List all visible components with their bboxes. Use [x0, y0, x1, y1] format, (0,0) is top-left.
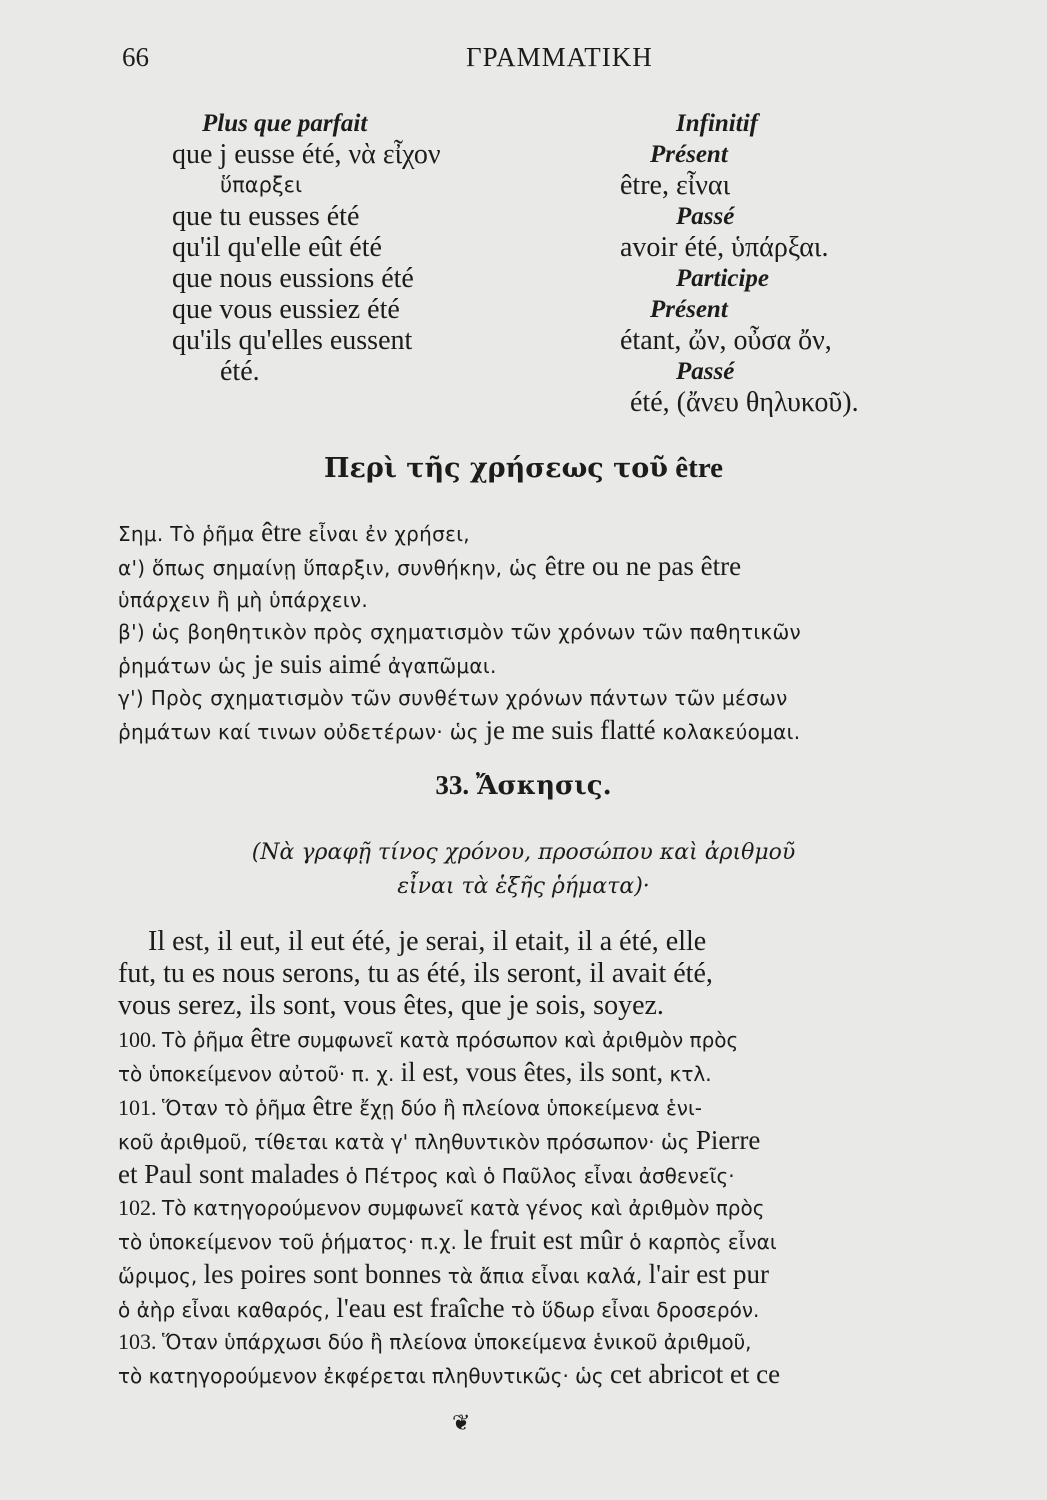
rule-number: 100. — [118, 1027, 162, 1052]
conjugation-line: Présent — [650, 141, 728, 168]
greek-text: ὁ καρπὸς εἶναι — [622, 1230, 777, 1254]
exercise-heading — [0, 770, 1047, 801]
text-line — [118, 1224, 1038, 1258]
french-phrase: il est, vous êtes, ils sont, — [400, 1057, 664, 1087]
conjugation-line: été. — [220, 356, 260, 387]
exercise-line: Il est, il eut, il eut été, je serai, il etait, il a été, elle — [148, 926, 707, 957]
greek-text: Ὅταν τὸ ῥῆμα — [162, 1096, 313, 1120]
greek-text: κολακεύομαι. — [655, 720, 801, 744]
greek-text: ῥημάτων καί τινων οὐδετέρων· ὡς — [118, 720, 486, 744]
text-line — [118, 714, 1038, 748]
conjugation-line: qu'ils qu'elles eussent — [172, 325, 413, 356]
text-line — [118, 682, 1038, 714]
french-phrase: cet abricot et ce — [610, 1359, 781, 1389]
greek-text: ὁ Πέτρος καὶ ὁ Παῦλος εἶναι ἀσθενεῖς· — [339, 1164, 735, 1188]
text-line — [118, 1056, 1038, 1090]
french-phrase: et Paul sont malades — [118, 1159, 340, 1189]
french-phrase: je me suis flatté — [485, 715, 656, 745]
text-line — [118, 1090, 1038, 1124]
section-heading-french: être — [675, 452, 724, 484]
greek-text: τὸ κατηγορούμενον ἐκφέρεται πληθυντικῶς· ὡς — [118, 1364, 611, 1388]
greek-text: τὰ ἄπια εἶναι καλά, — [441, 1264, 649, 1288]
greek-text: γ') Πρὸς σχηματισμὸν τῶν συνθέτων χρόνων πάντων τῶν μέσων — [118, 686, 788, 710]
greek-text: κτλ. — [663, 1062, 712, 1086]
conjugation-line: que nous eussions été — [172, 263, 414, 294]
text-line — [118, 1358, 1038, 1392]
text-line — [118, 1022, 1038, 1056]
rule-number: 101. — [118, 1095, 162, 1120]
french-phrase: je suis aimé — [253, 649, 382, 679]
conjugation-line: Participe — [676, 265, 770, 292]
greek-text: Σημ. Τὸ ῥῆμα — [118, 522, 262, 546]
section-heading — [0, 452, 1047, 485]
greek-text: ῥημάτων ὡς — [118, 654, 254, 678]
conjugation-line: que tu eusses été — [172, 201, 360, 232]
page-number: 66 — [122, 42, 149, 72]
exercise-instruction — [0, 836, 1047, 904]
conjugation-line: être, εἶναι — [620, 170, 731, 201]
conjugation-line: Présent — [650, 296, 728, 323]
french-phrase: les poires sont bonnes — [203, 1259, 442, 1289]
exercise-title: Ἄσκησις. — [475, 771, 612, 801]
greek-text: ὥριμος, — [118, 1264, 204, 1288]
greek-text: Τὸ ῥῆμα — [162, 1028, 251, 1052]
text-line — [118, 516, 1038, 550]
french-phrase: le fruit est mûr — [463, 1225, 623, 1255]
greek-text: Ὅταν ὑπάρχωσι δύο ἢ πλείονα ὑποκείμενα ἑνικοῦ ἀριθμοῦ, — [162, 1330, 752, 1354]
greek-text: τὸ ὑποκείμενον αὐτοῦ· π. χ. — [118, 1062, 401, 1086]
conjugation-line: avoir été, ὑπάρξαι. — [620, 232, 829, 263]
rule-number: 103. — [118, 1329, 162, 1354]
conjugation-line: que j eusse été, νὰ εἶχον — [172, 139, 441, 170]
usage-notes — [118, 516, 1038, 748]
french-phrase: être — [250, 1023, 291, 1053]
instruction-line: (Νὰ γραφῇ τίνος χρόνου, προσώπου καὶ ἀριθμοῦ — [251, 840, 796, 865]
greek-text: ὑπάρχειν ἢ μὴ ὑπάρχειν. — [118, 588, 368, 612]
greek-text: β') ὡς βοηθητικὸν πρὸς σχηματισμὸν τῶν χρόνων τῶν παθητικῶν — [118, 620, 801, 644]
conjugation-line: Plus que parfait — [202, 110, 368, 137]
greek-text: ἀγαπῶμαι. — [381, 654, 497, 678]
instruction-line: εἶναι τὰ ἑξῆς ῥήματα)· — [397, 874, 650, 899]
greek-text: α') ὅπως σημαίνῃ ὕπαρξιν, συνθήκην, ὡς — [118, 556, 545, 580]
conjugation-right-column — [620, 108, 950, 418]
french-phrase: être — [312, 1091, 353, 1121]
rule-number: 102. — [118, 1195, 162, 1220]
page-header — [0, 42, 1047, 82]
conjugation-line: qu'il qu'elle eût été — [172, 232, 382, 263]
french-phrase: Pierre — [695, 1125, 761, 1155]
text-line — [118, 1292, 1038, 1326]
text-line — [118, 616, 1038, 648]
exercise-number: 33. — [435, 770, 470, 800]
text-line — [118, 584, 1038, 616]
conjugation-line: Passé — [676, 358, 735, 385]
text-line — [118, 1258, 1038, 1292]
greek-text: εἶναι ἐν χρήσει, — [301, 522, 470, 546]
french-phrase: l'eau est fraîche — [336, 1293, 505, 1323]
french-phrase: être — [261, 517, 302, 547]
exercise-body — [118, 926, 1038, 1022]
conjugation-line: que vous eussiez été — [172, 294, 400, 325]
conjugation-line: Infinitif — [676, 110, 758, 137]
exercise-line: fut, tu es nous serons, tu as été, ils seront, il avait été, — [118, 958, 713, 989]
conjugation-line: Passé — [676, 203, 735, 230]
text-line — [118, 1192, 1038, 1224]
ornament-icon: ❦ — [452, 1410, 471, 1435]
running-title: ΓΡΑΜΜΑΤΙΚΗ — [466, 42, 653, 72]
text-line — [118, 550, 1038, 584]
greek-text: κοῦ ἀριθμοῦ, τίθεται κατὰ γ' πληθυντικὸν πρόσωπον· ὡς — [118, 1130, 696, 1154]
conjugation-line: ὕπαρξει — [220, 173, 303, 197]
conjugation-line: étant, ὤν, οὖσα ὄν, — [620, 325, 832, 356]
greek-text: Τὸ κατηγορούμενον συμφωνεῖ κατὰ γένος καὶ ἀριθμὸν πρὸς — [162, 1196, 765, 1220]
french-phrase: l'air est pur — [648, 1259, 769, 1289]
conjugation-line: été, (ἄνευ θηλυκοῦ). — [630, 387, 859, 418]
greek-text: ὁ ἀὴρ εἶναι καθαρός, — [118, 1298, 337, 1322]
text-line — [118, 1124, 1038, 1158]
grammar-rules — [118, 1022, 1038, 1392]
exercise-line: vous serez, ils sont, vous êtes, que je sois, soyez. — [118, 990, 664, 1021]
conjugation-left-column — [172, 108, 572, 387]
text-line — [118, 1158, 1038, 1192]
french-phrase: être ou ne pas être — [544, 551, 742, 581]
text-line — [118, 1326, 1038, 1358]
greek-text: συμφωνεῖ κατὰ πρόσωπον καὶ ἀριθμὸν πρὸς — [290, 1028, 739, 1052]
text-line — [118, 648, 1038, 682]
section-heading-greek: Περὶ τῆς χρήσεως τοῦ — [323, 453, 669, 484]
greek-text: ἔχῃ δύο ἢ πλείονα ὑποκείμενα ἑνι- — [352, 1096, 702, 1120]
greek-text: τὸ ὕδωρ εἶναι δροσερόν. — [504, 1298, 760, 1322]
greek-text: τὸ ὑποκείμενον τοῦ ῥήματος· π.χ. — [118, 1230, 464, 1254]
